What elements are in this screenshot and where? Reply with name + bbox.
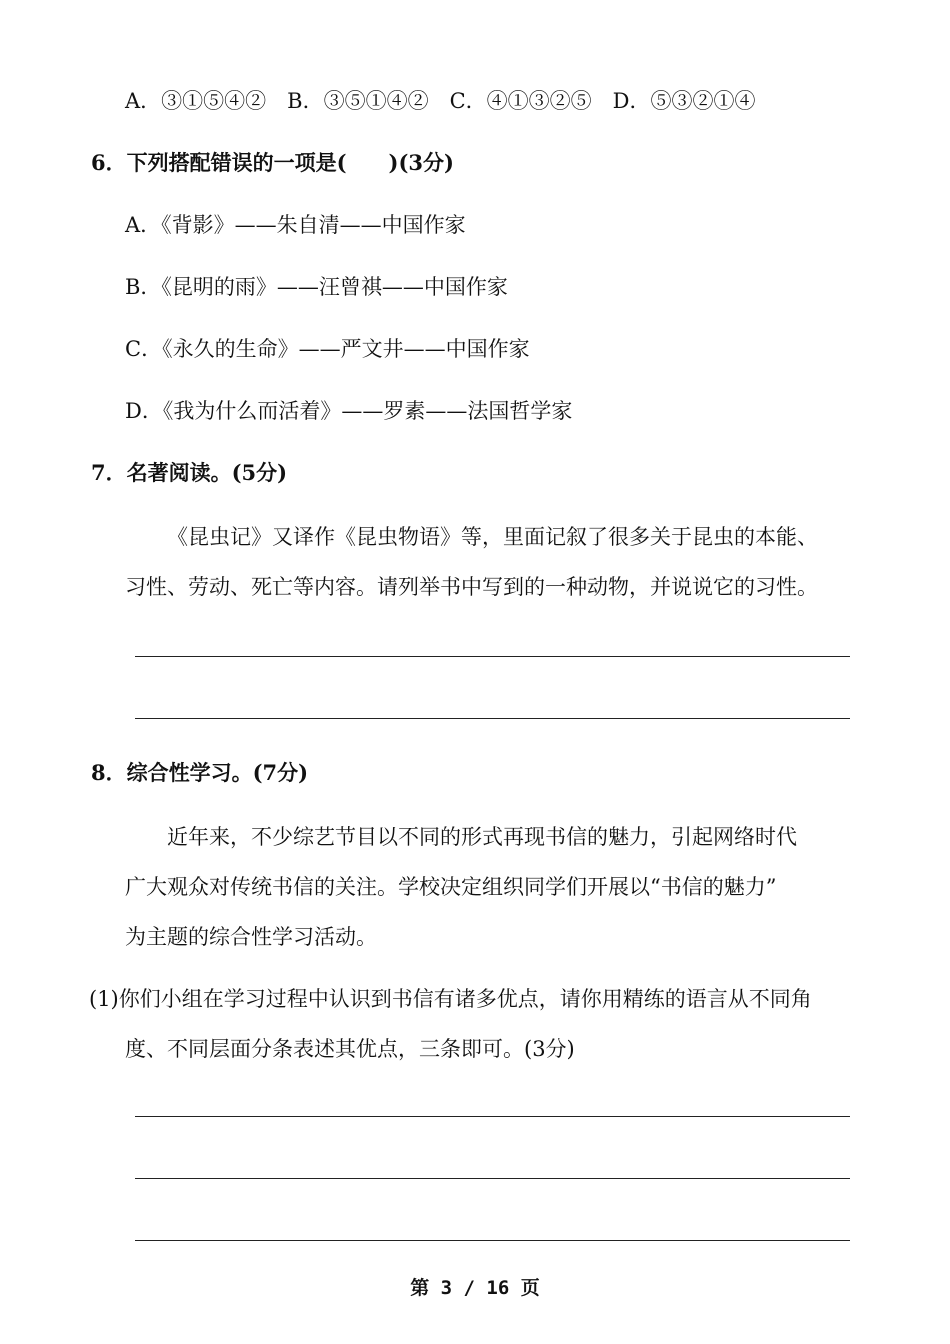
q8-sub1-answer-line-2[interactable] [135,1178,850,1179]
q6-stem: 6．下列搭配错误的一项是( )(3分) [91,150,454,175]
q7-body-line-1: 《昆虫记》又译作《昆虫物语》等，里面记叙了很多关于昆虫的本能、 [167,525,818,549]
q6-option-a: A．《背影》——朱自清——中国作家 [125,213,466,237]
q7-answer-line-2[interactable] [135,718,850,719]
q6-option-c: C．《永久的生命》——严文井——中国作家 [125,337,530,361]
q8-body-line-1: 近年来，不少综艺节目以不同的形式再现书信的魅力，引起网络时代 [167,825,797,849]
page-number: 第 3 / 16 页 [410,1277,540,1299]
q8-body-line-2: 广大观众对传统书信的关注。学校决定组织同学们开展以“书信的魅力” [125,875,777,899]
q8-stem: 8．综合性学习。(7分) [91,760,309,785]
q5-options-line: A．③①⑤④② B．③⑤①④② C．④①③②⑤ D．⑤③②①④ [125,89,756,113]
q8-sub1-answer-line-3[interactable] [135,1240,850,1241]
q8-body-line-3: 为主题的综合性学习活动。 [125,925,377,949]
q6-option-d: D．《我为什么而活着》——罗素——法国哲学家 [125,399,573,423]
q7-stem: 7．名著阅读。(5分) [91,460,288,485]
q7-answer-line-1[interactable] [135,656,850,657]
q7-body-line-2: 习性、劳动、死亡等内容。请列举书中写到的一种动物，并说说它的习性。 [125,575,818,599]
q6-option-b: B．《昆明的雨》——汪曾祺——中国作家 [125,275,508,299]
q8-sub1-line-2: 度、不同层面分条表述其优点，三条即可。(3分) [125,1037,575,1061]
q8-sub1-answer-line-1[interactable] [135,1116,850,1117]
q8-sub1-line-1: (1)你们小组在学习过程中认识到书信有诸多优点，请你用精练的语言从不同角 [89,987,812,1011]
